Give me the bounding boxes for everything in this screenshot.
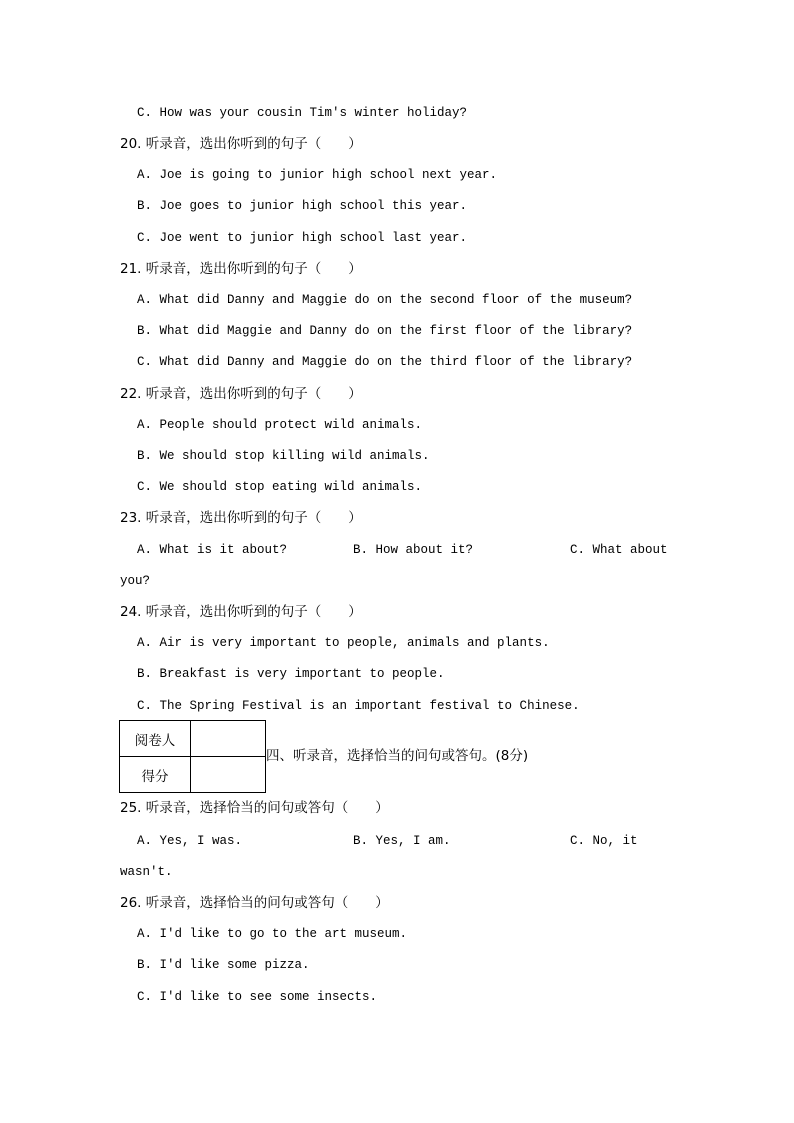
score-label: 得分 <box>120 757 191 793</box>
q24-option-c: C. The Spring Festival is an important festival to Chinese. <box>137 699 580 713</box>
q23-option-a: A. What is it about? <box>137 543 288 557</box>
q24-option-b: B. Breakfast is very important to people. <box>137 667 445 681</box>
q21-stem: 21. 听录音，选出你听到的句子（ ） <box>120 261 362 277</box>
q20-option-c: C. Joe went to junior high school last year. <box>137 231 468 245</box>
grader-box <box>119 720 266 793</box>
score-field[interactable] <box>191 757 266 793</box>
q21-option-b: B. What did Maggie and Danny do on the first floor of the library? <box>137 324 633 338</box>
q25-stem: 25. 听录音，选择恰当的问句或答句（ ） <box>120 800 389 816</box>
q25-option-c: C. No, it <box>570 834 638 848</box>
q21-option-a: A. What did Danny and Maggie do on the second floor of the museum? <box>137 293 633 307</box>
q24-stem: 24. 听录音，选出你听到的句子（ ） <box>120 604 362 620</box>
q22-option-b: B. We should stop killing wild animals. <box>137 449 430 463</box>
q25-option-c-continued: wasn't. <box>120 865 173 879</box>
q20-option-b: B. Joe goes to junior high school this year. <box>137 199 468 213</box>
q21-option-c: C. What did Danny and Maggie do on the third floor of the library? <box>137 355 633 369</box>
q25-option-a: A. Yes, I was. <box>137 834 243 848</box>
q20-option-a: A. Joe is going to junior high school next year. <box>137 168 498 182</box>
q25-option-b: B. Yes, I am. <box>353 834 451 848</box>
q19-option-c: C. How was your cousin Tim's winter holiday? <box>137 106 468 120</box>
q23-stem: 23. 听录音，选出你听到的句子（ ） <box>120 510 362 526</box>
q22-stem: 22. 听录音，选出你听到的句子（ ） <box>120 386 362 402</box>
q26-stem: 26. 听录音，选择恰当的问句或答句（ ） <box>120 895 389 911</box>
q23-option-b: B. How about it? <box>353 543 474 557</box>
q22-option-c: C. We should stop eating wild animals. <box>137 480 423 494</box>
reviewer-field[interactable] <box>191 721 266 757</box>
section-4-title: 四、听录音，选择恰当的问句或答句。(8分) <box>266 748 529 764</box>
q26-option-c: C. I'd like to see some insects. <box>137 990 378 1004</box>
q20-stem: 20. 听录音，选出你听到的句子（ ） <box>120 136 362 152</box>
q26-option-b: B. I'd like some pizza. <box>137 958 310 972</box>
q24-option-a: A. Air is very important to people, animals and plants. <box>137 636 550 650</box>
q22-option-a: A. People should protect wild animals. <box>137 418 423 432</box>
q26-option-a: A. I'd like to go to the art museum. <box>137 927 408 941</box>
q23-option-c: C. What about <box>570 543 668 557</box>
reviewer-label: 阅卷人 <box>120 721 191 757</box>
q23-option-c-continued: you? <box>120 574 151 588</box>
